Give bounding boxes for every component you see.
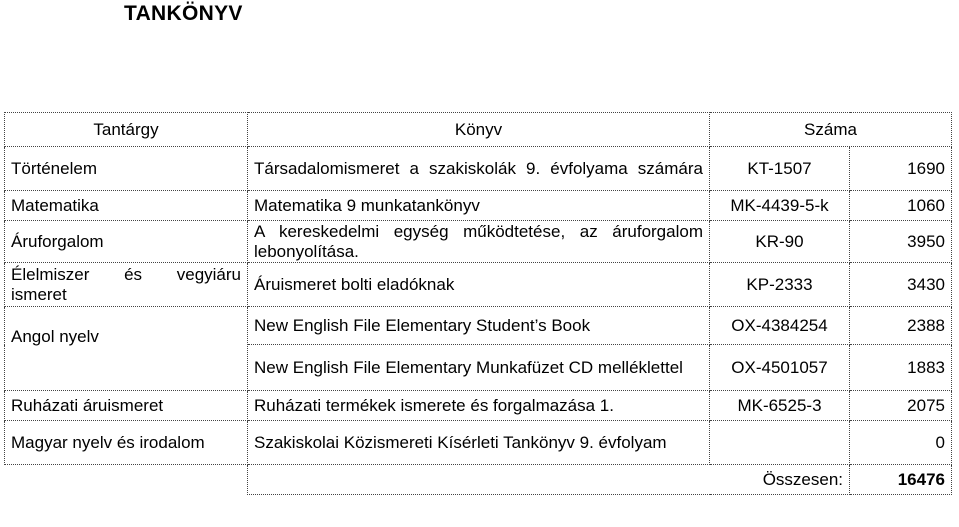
table-header-row xyxy=(5,113,952,147)
total-label: Összesen: xyxy=(248,465,850,495)
price-cell: 2388 xyxy=(850,307,952,345)
price-cell: 1690 xyxy=(850,147,952,191)
table-row xyxy=(5,221,952,263)
code-cell: MK-6525-3 xyxy=(710,391,850,421)
code-cell: KP-2333 xyxy=(710,263,850,307)
table-row xyxy=(5,147,952,191)
table-row xyxy=(5,421,952,465)
header-subject: Tantárgy xyxy=(5,113,248,147)
price-cell: 1060 xyxy=(850,191,952,221)
subject-cell: Matematika xyxy=(5,191,248,221)
total-spacer xyxy=(5,465,248,495)
total-value: 16476 xyxy=(850,465,952,495)
price-cell: 3430 xyxy=(850,263,952,307)
book-cell: A kereskedelmi egység működtetése, az áruforgalom lebonyolítása. xyxy=(248,221,710,263)
subject-cell: Magyar nyelv és irodalom xyxy=(5,421,248,465)
table-row xyxy=(5,191,952,221)
code-cell: MK-4439-5-k xyxy=(710,191,850,221)
subject-cell: Áruforgalom xyxy=(5,221,248,263)
book-cell: Szakiskolai Közismereti Kísérleti Tankönyv 9. évfolyam xyxy=(248,421,710,465)
price-cell: 1883 xyxy=(850,345,952,391)
page-title: TANKÖNYV xyxy=(124,2,243,25)
book-cell: New English File Elementary Munkafüzet CD melléklettel xyxy=(248,345,710,391)
header-number: Száma xyxy=(710,113,952,147)
price-cell: 3950 xyxy=(850,221,952,263)
book-cell: Áruismeret bolti eladóknak xyxy=(248,263,710,307)
header-book: Könyv xyxy=(248,113,710,147)
subject-cell: Angol nyelv xyxy=(5,307,248,391)
table-row xyxy=(5,263,952,307)
code-cell xyxy=(710,421,850,465)
subject-cell: Történelem xyxy=(5,147,248,191)
table-row xyxy=(5,391,952,421)
table-row xyxy=(5,307,952,345)
price-cell: 0 xyxy=(850,421,952,465)
subject-cell: Élelmiszer és vegyiáru ismeret xyxy=(5,263,248,307)
book-cell: New English File Elementary Student’s Book xyxy=(248,307,710,345)
book-cell: Matematika 9 munkatankönyv xyxy=(248,191,710,221)
book-cell: Ruházati termékek ismerete és forgalmazása 1. xyxy=(248,391,710,421)
code-cell: KT-1507 xyxy=(710,147,850,191)
textbook-table xyxy=(4,112,952,495)
total-row xyxy=(5,465,952,495)
price-cell: 2075 xyxy=(850,391,952,421)
subject-cell: Ruházati áruismeret xyxy=(5,391,248,421)
code-cell: KR-90 xyxy=(710,221,850,263)
code-cell: OX-4384254 xyxy=(710,307,850,345)
book-cell: Társadalomismeret a szakiskolák 9. évfolyama számára xyxy=(248,147,710,191)
code-cell: OX-4501057 xyxy=(710,345,850,391)
